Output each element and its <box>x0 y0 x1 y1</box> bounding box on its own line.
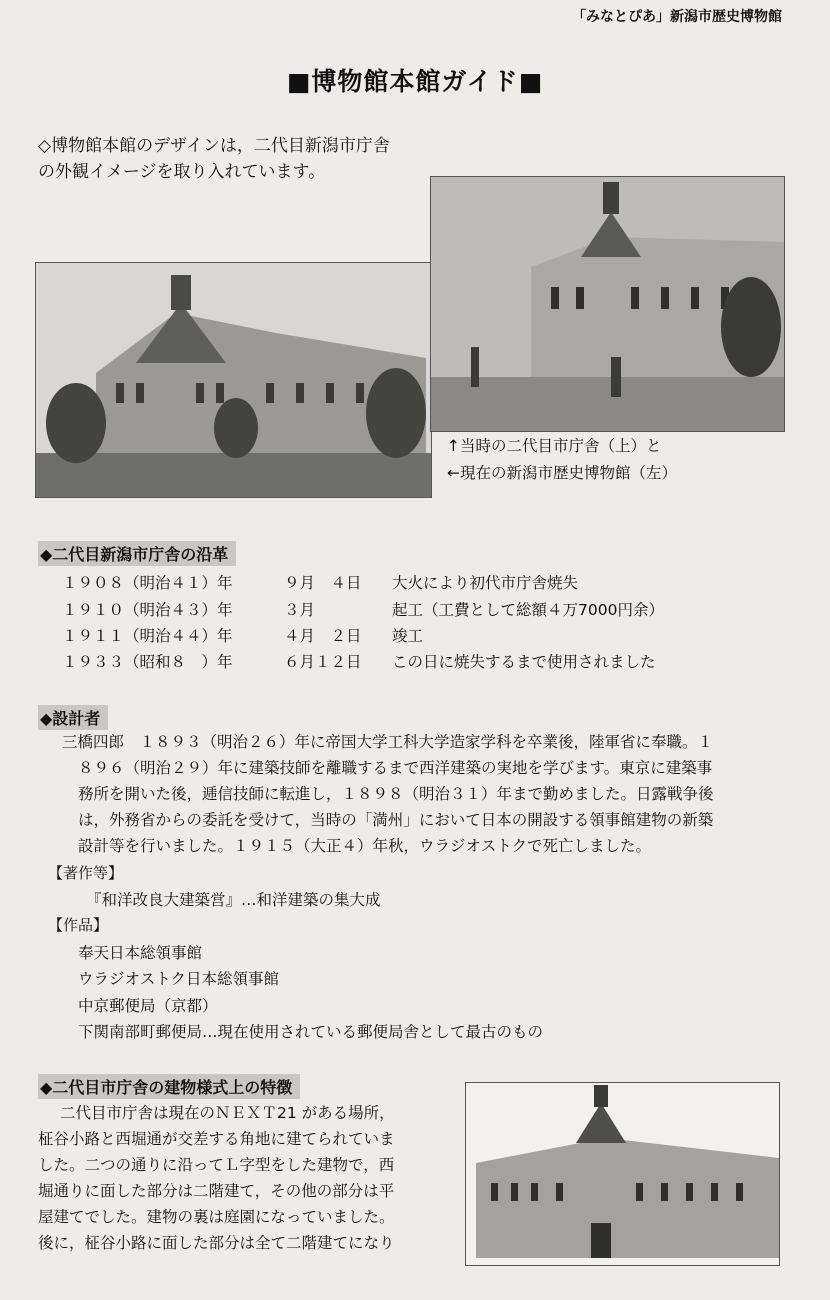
features-heading: ◆二代目市庁舎の建物様式上の特徴 <box>38 1074 300 1099</box>
history-year: １９０８（明治４１）年 <box>62 574 233 592</box>
old-city-hall-photo <box>430 176 785 432</box>
city-hall-building-image <box>466 1083 779 1265</box>
history-date: ６月１２日 <box>284 653 362 671</box>
features-line: 堀通りに面した部分は二階建て，その他の部分は平 <box>38 1182 395 1200</box>
features-line: 屋建てでした。建物の裏は庭園になっていました。 <box>38 1208 395 1226</box>
designer-bio-line: 三橋四郎 １８９３（明治２６）年に帝国大学工科大学造家学科を卒業後，陸軍省に奉職。１ <box>62 733 714 751</box>
photo-caption <box>447 433 677 487</box>
history-date: ４月 ２日 <box>284 627 362 645</box>
intro-line-2: の外観イメージを取り入れています。 <box>38 162 326 182</box>
works-heading: 【著作等】 <box>48 864 124 882</box>
building-item: 奉天日本総領事館 <box>78 944 203 962</box>
caption-line-1: ↑当時の二代目市庁舎（上）と <box>447 437 662 455</box>
features-line: 柾谷小路と西堀通が交差する角地に建てられていま <box>38 1130 395 1148</box>
history-event: この日に焼失するまで使用されました <box>392 653 656 671</box>
history-year: １９３３（昭和８ ）年 <box>62 653 233 671</box>
designer-heading: ◆設計者 <box>38 705 108 730</box>
designer-bio <box>62 729 792 859</box>
designer-bio-line: は，外務省からの委託を受けて，当時の「満州」において日本の開設する領事館建物の新築 <box>78 811 714 829</box>
book-title: 『和洋改良大建築営』…和洋建築の集大成 <box>86 891 381 909</box>
history-year: １９１０（明治４３）年 <box>62 601 233 619</box>
museum-building-image <box>36 263 431 497</box>
features-line: 二代目市庁舎は現在のＮＥＸＴ21 がある場所， <box>60 1104 395 1122</box>
designer-bio-line: 務所を開いた後，逓信技師に転進し，１８９８（明治３１）年まで勤めました。日露戦争後 <box>78 785 714 803</box>
museum-photo <box>35 262 432 498</box>
caption-line-2: ←現在の新潟市歴史博物館（左） <box>447 464 677 482</box>
history-event: 竣工 <box>392 627 424 645</box>
features-line: した。二つの通りに沿ってＬ字型をした建物で，西 <box>38 1156 395 1174</box>
old-city-hall-image <box>431 177 784 431</box>
history-heading: ◆二代目新潟市庁舎の沿革 <box>38 541 236 566</box>
designer-bio-line: ８９６（明治２９）年に建築技師を離職するまで西洋建築の実地を学びます。東京に建築事 <box>78 759 713 777</box>
intro-text <box>38 133 390 185</box>
city-hall-bottom-photo <box>465 1082 780 1266</box>
building-item: 中京郵便局（京都） <box>78 997 218 1015</box>
history-date: ３月 <box>284 601 316 619</box>
history-event: 大火により初代市庁舎焼失 <box>392 574 579 592</box>
page-title: ■博物館本館ガイド■ <box>286 67 544 96</box>
building-item: 下関南部町郵便局…現在使用されている郵便局舎として最古のもの <box>78 1023 544 1041</box>
history-date: ９月 ４日 <box>284 574 362 592</box>
history-year: １９１１（明治４４）年 <box>62 627 233 645</box>
buildings-heading: 【作品】 <box>48 916 109 934</box>
museum-name-tag: 「みなとぴあ」新潟市歴史博物館 <box>572 9 782 25</box>
history-event: 起工（工費として総額４万7000円余） <box>392 601 664 619</box>
features-text <box>38 1100 458 1256</box>
designer-bio-line: 設計等を行いました。１９１５（大正４）年秋，ウラジオストクで死亡しました。 <box>78 837 652 855</box>
features-line: 後に，柾谷小路に面した部分は全て二階建てになり <box>38 1234 395 1252</box>
building-item: ウラジオストク日本総領事館 <box>78 970 280 988</box>
intro-line-1: ◇博物館本館のデザインは，二代目新潟市庁舎 <box>38 136 390 156</box>
